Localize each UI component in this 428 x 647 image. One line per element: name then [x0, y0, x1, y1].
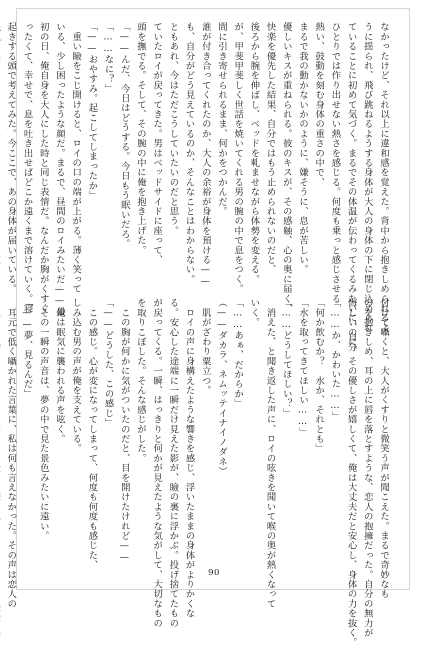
text-line: も、自分がどう見えているのか、そんなことはわからない。: [184, 22, 195, 284]
text-line: 誰が付き合ってくれたのか、大人の余裕が身体を預ける——: [200, 22, 211, 287]
text-line: いく。: [248, 298, 259, 327]
text-line: 「——夢、見るんだ」: [22, 298, 33, 398]
text-line: 耳元で低く囁かれた言葉に、私は何も言えなかった。その声は恋人の: [5, 298, 16, 608]
text-line: 頭を撫でる。そして、その腕の中に俺を抱き上げた。: [135, 22, 146, 255]
text-line: のを抱きしめ、耳の上に唇を落とすような、恋人の抱擁だった。自分の無力が: [362, 298, 373, 638]
text-line: ったくて、幸せで、息を吐き出せばどこか遠くまで溶けていく。寝: [22, 22, 33, 313]
text-line: 「……あぁ、だからか」: [232, 298, 243, 408]
text-line: しみ込む男の声が俺を支えている。: [70, 298, 81, 453]
text-line: 肌がざわり粟立つ。: [200, 298, 211, 395]
text-line: 優しいキスが重ねられる。彼のキスが、その感触、心の奥に届く、: [281, 22, 292, 313]
text-line: ひとりでは作り出せない熱さを感じる。何度も乗っと感じさせる: [329, 22, 340, 303]
text-line: を取りこぼした。そんな感じがした。: [135, 298, 146, 463]
lower-text-block: [39, 298, 391, 548]
text-line: その一瞬の声音は、夢の中で見た景色みたいに遠い。: [38, 298, 49, 541]
upper-text-block: [39, 22, 391, 268]
text-line: なかったけど、それ以上に違和感を覚えた。背中から抱きしめられるよ: [378, 22, 389, 332]
text-line: 起きする頭で考えてみた。今ここで、あの身体が届いている。: [5, 22, 16, 294]
text-line: 初の日、俺自身を大人にした時と同じ表情だ。なんだか胸がくすぐ: [38, 22, 49, 313]
text-line: 付けて囁くと、大人がくすりと微笑う声が聞こえた。まるで奇妙なも: [378, 298, 389, 599]
text-line: （——ダカラ、ネムッテイナイノダネ）: [216, 298, 227, 476]
text-line: ていることに初めて気づく。まるでその体温が伝わってくるみたいに、自分: [346, 22, 357, 352]
text-line: 悔しいのに、その優しさが嬉しくて、俺は大丈夫だと安心し、身体の力を抜く。: [346, 298, 357, 647]
text-line: が、甲斐甲斐しく世話を焼いてくれる男の腕の中で息をつく。: [232, 22, 243, 294]
text-line: 「……どうしてほしい？」: [281, 298, 292, 418]
text-line: が戻ってくる。一瞬、はっきりと何かが見えたような気がして、大切なもの: [151, 298, 162, 628]
text-line: 「……か、かわいた……」: [329, 298, 340, 421]
text-line: ともあれ、今はただこうしていたいのだと思う。: [167, 22, 178, 235]
text-line: 消えた、と聞き返した声に、ロイの呟きを聞いて喉の奥が熱くなって: [265, 298, 276, 608]
text-line: 快楽を優先した結果、自分ではもう止められないのだと、: [265, 22, 276, 274]
text-line: 後ろから腕を伸ばし、ベッドを軋ませながら体勢を変える。: [248, 22, 259, 284]
text-line: 「水を取ってきてほしい……」: [297, 298, 308, 437]
text-line: まるで我の動かないかのように、嫌そうに、息が苦しい。: [297, 22, 308, 274]
text-line: 熱い、鼓動を刻む身体の重さの中で、: [313, 22, 324, 187]
text-line: この感じ。心が変になってしまって、何度も何度も感じた、: [86, 298, 97, 570]
text-line: 間に引き寄せられるまま、何かをつかんだ。: [216, 22, 227, 216]
text-line: いる、少し困ったような顔だ。まるで、昼間のロイみたいだ——最: [54, 22, 65, 316]
text-line: 「——んだ、今日はどうする。今日もう眠いだろ。: [119, 22, 130, 249]
text-line: 「——どうした、この感じ」: [103, 298, 114, 428]
text-line: 「……なに？」: [103, 22, 114, 93]
text-line: うに揺られ、飛び跳ねるようする身体が大人の身体の下に閉じ込められ: [362, 22, 373, 332]
text-line: 「——おやすみ。起こしてしまったか」: [86, 22, 97, 200]
text-line: この胸が何かに気がついたのだと、目を開けたけれど——: [119, 298, 130, 563]
text-line: ロイの声に身構えたような響きを感じ、浮いたままの身体がよりかくな: [184, 298, 195, 618]
text-line: る。安心した途端に一瞬だけ見えた影が、瞼の裏に浮かぶ。投げ捨てたもの: [167, 298, 178, 628]
page-number: 90: [0, 568, 428, 578]
text-line: ていたロイが戻ってきた。男はベッドサイドに座って、: [151, 22, 162, 265]
text-line: 重い瞼をこじ開けると、ロイの口の端が上がる。薄く笑って: [70, 22, 81, 294]
text-line: 俺は眠気に襲われる声を呟く。: [54, 298, 65, 444]
text-line: 「何か飲むか？ 水か、それとも」: [313, 298, 324, 453]
